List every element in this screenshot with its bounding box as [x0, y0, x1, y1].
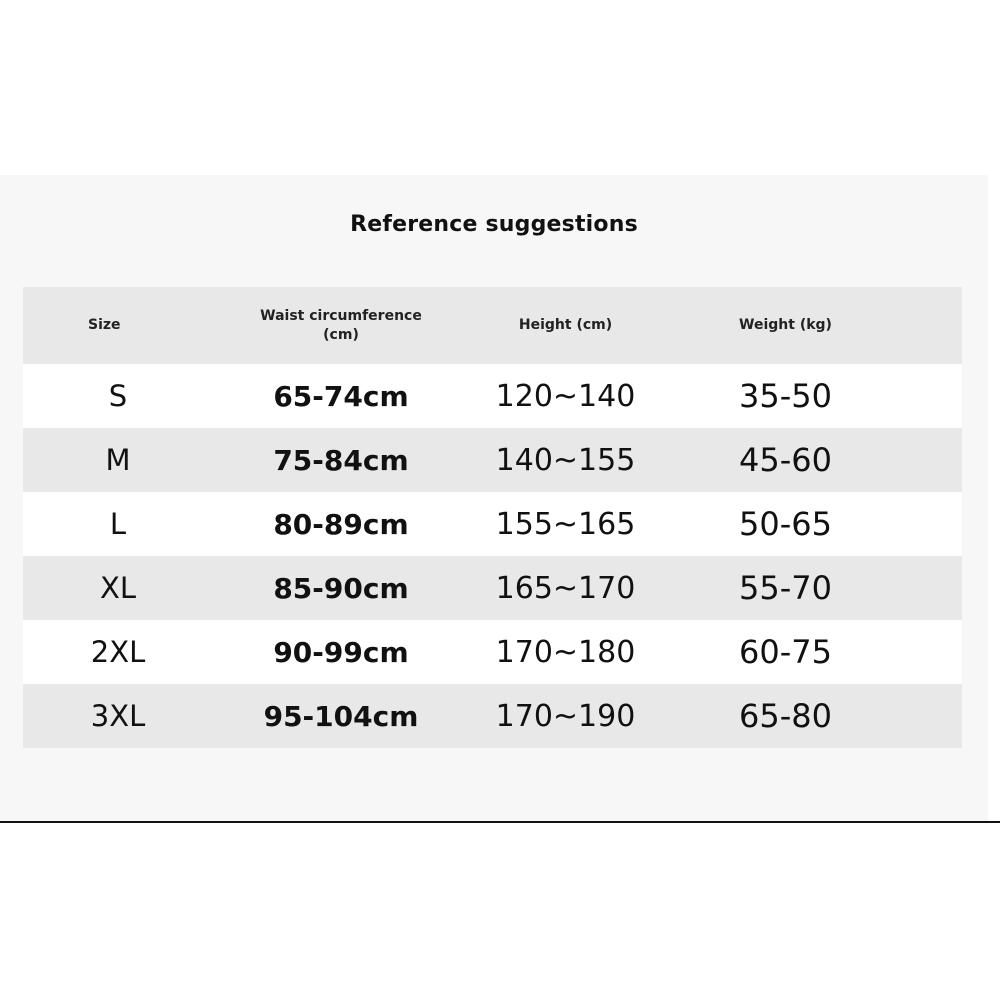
weight-value: 55-70	[739, 569, 832, 607]
height-value: 165~170	[495, 570, 636, 606]
weight-value: 50-65	[739, 505, 832, 543]
chart-title: Reference suggestions	[350, 212, 638, 237]
header-weight: Weight (kg)	[739, 317, 832, 333]
size-value: M	[105, 443, 131, 477]
waist-value: 75-84cm	[273, 443, 409, 477]
waist-value: 80-89cm	[273, 507, 409, 541]
weight-value: 45-60	[739, 441, 832, 479]
height-value: 140~155	[495, 442, 636, 478]
waist-value: 85-90cm	[273, 571, 409, 605]
header-height: Height (cm)	[518, 317, 613, 333]
table-row	[23, 556, 962, 620]
table-row	[23, 684, 962, 748]
weight-value: 35-50	[739, 377, 832, 415]
header-size: Size	[88, 317, 121, 333]
height-value: 155~165	[495, 506, 636, 542]
table-row	[23, 428, 962, 492]
waist-value: 65-74cm	[273, 379, 409, 413]
height-value: 120~140	[495, 378, 636, 414]
weight-value: 60-75	[739, 633, 832, 671]
size-value: L	[109, 507, 127, 541]
header-waist: Waist circumference (cm)	[260, 307, 422, 343]
table-header-row	[23, 287, 962, 364]
bottom-divider	[0, 821, 1000, 823]
size-value: 3XL	[90, 699, 146, 733]
size-value: 2XL	[90, 635, 146, 669]
weight-value: 65-80	[739, 697, 832, 735]
waist-value: 90-99cm	[273, 635, 409, 669]
waist-value: 95-104cm	[263, 699, 419, 733]
table-row	[23, 492, 962, 556]
table-row	[23, 620, 962, 684]
height-value: 170~190	[495, 698, 636, 734]
height-value: 170~180	[495, 634, 636, 670]
size-value: XL	[99, 571, 137, 605]
table-row	[23, 364, 962, 428]
size-table	[23, 287, 962, 748]
size-value: S	[108, 379, 128, 413]
